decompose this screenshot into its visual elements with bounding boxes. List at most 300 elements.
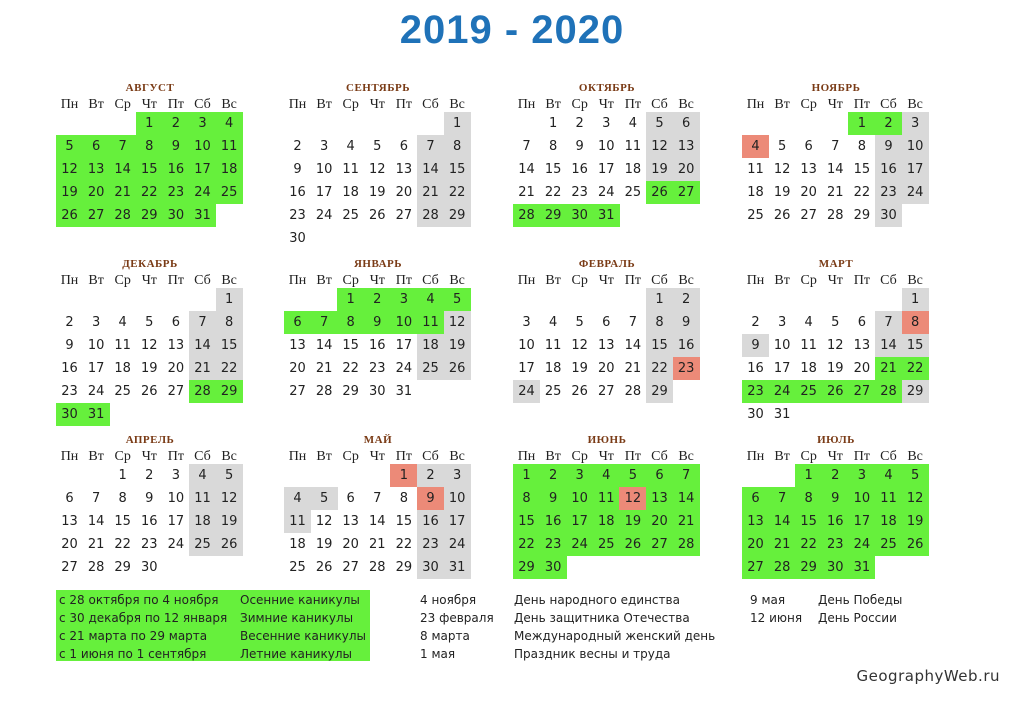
weekday-header: Ср <box>114 449 131 464</box>
day-cell: 13 <box>800 162 817 177</box>
day-cell: 19 <box>571 361 588 376</box>
month-name: ЯНВАРЬ <box>353 258 403 270</box>
day-cell: 28 <box>417 204 444 227</box>
day-cell: 2 <box>364 288 391 311</box>
day-cell: 15 <box>795 510 822 533</box>
day-cell: 21 <box>417 181 444 204</box>
weekday-header: Пн <box>746 449 765 464</box>
day-cell: 13 <box>83 158 110 181</box>
day-cell: 29 <box>902 380 929 403</box>
day-cell: 19 <box>315 537 333 552</box>
day-cell: 10 <box>902 135 929 158</box>
day-cell: 12 <box>773 162 791 177</box>
weekday-header: Чт <box>141 97 157 112</box>
day-cell: 3 <box>189 112 216 135</box>
day-cell: 24 <box>87 384 105 399</box>
day-cell: 23 <box>61 384 78 399</box>
day-cell: 29 <box>853 208 871 223</box>
day-cell: 12 <box>216 487 243 510</box>
weekday-header: Пн <box>517 273 536 288</box>
day-cell: 3 <box>848 464 875 487</box>
day-cell: 17 <box>773 361 791 376</box>
weekday-header: Вт <box>316 97 332 112</box>
day-cell: 10 <box>315 162 333 177</box>
day-cell: 22 <box>444 181 471 204</box>
day-cell: 1 <box>444 112 471 135</box>
day-cell: 7 <box>875 311 902 334</box>
day-cell: 30 <box>875 204 902 227</box>
day-cell: 15 <box>395 514 413 529</box>
weekday-header: Пт <box>853 273 870 288</box>
day-cell: 2 <box>875 112 902 135</box>
day-cell: 14 <box>518 162 535 177</box>
day-cell: 13 <box>646 487 673 510</box>
day-cell: 1 <box>646 288 673 311</box>
day-cell: 28 <box>109 204 136 227</box>
day-cell: 17 <box>167 514 185 529</box>
day-cell: 31 <box>848 556 875 579</box>
day-cell: 25 <box>624 185 642 200</box>
day-cell: 28 <box>827 208 844 223</box>
day-cell: 19 <box>902 510 929 533</box>
day-cell: 11 <box>624 139 642 154</box>
day-cell: 27 <box>83 204 110 227</box>
day-cell: 5 <box>216 464 243 487</box>
weekday-header: Вт <box>316 449 332 464</box>
weekday-header: Ср <box>800 273 817 288</box>
weekday-header: Вт <box>774 97 790 112</box>
day-cell: 1 <box>337 288 364 311</box>
day-cell: 29 <box>395 560 413 575</box>
day-cell: 28 <box>624 384 642 399</box>
day-cell: 16 <box>162 158 189 181</box>
day-cell: 10 <box>848 487 875 510</box>
weekday-header: Сб <box>422 273 439 288</box>
weekday-header: Пт <box>395 449 412 464</box>
day-cell: 18 <box>114 361 131 376</box>
day-cell: 26 <box>141 384 158 399</box>
day-cell: 15 <box>136 158 163 181</box>
day-cell: 2 <box>822 464 849 487</box>
day-cell: 1 <box>902 288 929 311</box>
day-cell: 12 <box>56 158 83 181</box>
day-cell: 7 <box>373 491 382 506</box>
day-cell: 25 <box>875 533 902 556</box>
holiday-date: 4 ноября <box>420 593 477 607</box>
day-cell: 19 <box>141 361 158 376</box>
weekday-header: Ср <box>571 449 588 464</box>
day-cell: 18 <box>417 334 444 357</box>
day-cell: 3 <box>91 315 101 330</box>
month-name: ДЕКАБРЬ <box>122 258 178 270</box>
day-cell: 19 <box>56 181 83 204</box>
weekday-header: Чт <box>598 449 614 464</box>
day-cell: 19 <box>444 334 471 357</box>
holiday-date: 12 июня <box>750 611 803 625</box>
vacation-period: с 28 октября по 4 ноября <box>59 593 219 607</box>
day-cell: 24 <box>848 533 875 556</box>
day-cell: 17 <box>598 162 615 177</box>
day-cell: 19 <box>369 185 386 200</box>
weekday-header: Чт <box>369 97 385 112</box>
day-cell: 10 <box>87 338 105 353</box>
day-cell: 23 <box>289 208 306 223</box>
day-cell: 26 <box>822 380 849 403</box>
day-cell: 16 <box>571 162 588 177</box>
day-cell: 6 <box>65 491 74 506</box>
holiday-name: День России <box>818 611 897 625</box>
day-cell: 8 <box>548 139 558 154</box>
day-cell: 8 <box>646 311 673 334</box>
holiday-name: День защитника Отечества <box>514 611 690 625</box>
weekday-header: Ср <box>342 273 359 288</box>
day-cell: 31 <box>395 384 413 399</box>
weekday-header: Вт <box>774 273 790 288</box>
day-cell: 17 <box>566 510 593 533</box>
day-cell: 14 <box>673 487 700 510</box>
day-cell: 7 <box>417 135 444 158</box>
day-cell: 10 <box>390 311 417 334</box>
day-cell: 26 <box>646 181 673 204</box>
day-cell: 11 <box>747 162 764 177</box>
day-cell: 30 <box>369 384 386 399</box>
holiday-name: День Победы <box>818 593 903 607</box>
day-cell: 11 <box>800 338 817 353</box>
day-cell: 6 <box>673 112 700 135</box>
day-cell: 27 <box>598 384 615 399</box>
day-cell: 1 <box>848 112 875 135</box>
vacation-period: с 21 марта по 29 марта <box>59 629 208 643</box>
day-cell: 9 <box>540 487 567 510</box>
day-cell: 2 <box>417 464 444 487</box>
day-cell: 16 <box>875 158 902 181</box>
vacation-name: Зимние каникулы <box>240 611 354 625</box>
day-cell: 11 <box>342 162 359 177</box>
weekday-header: Сб <box>651 273 668 288</box>
day-cell: 17 <box>395 338 413 353</box>
day-cell: 13 <box>598 338 615 353</box>
day-cell: 28 <box>369 560 386 575</box>
day-cell: 25 <box>342 208 359 223</box>
day-cell: 15 <box>853 162 871 177</box>
day-cell: 21 <box>875 357 902 380</box>
day-cell: 1 <box>513 464 540 487</box>
day-cell: 4 <box>548 315 558 330</box>
day-cell: 3 <box>319 139 329 154</box>
weekday-header: Ср <box>342 97 359 112</box>
day-cell: 26 <box>216 533 243 556</box>
month-name: АПРЕЛЬ <box>125 434 175 446</box>
weekday-header: Ср <box>571 273 588 288</box>
weekday-header: Пт <box>624 97 641 112</box>
day-cell: 6 <box>83 135 110 158</box>
weekday-header: Вс <box>449 97 465 112</box>
day-cell: 23 <box>162 181 189 204</box>
day-cell: 28 <box>875 380 902 403</box>
day-cell: 29 <box>136 204 163 227</box>
day-cell: 4 <box>346 139 355 154</box>
weekday-header: Пн <box>746 273 765 288</box>
day-cell: 22 <box>646 357 673 380</box>
day-cell: 27 <box>800 208 817 223</box>
day-cell: 8 <box>444 135 471 158</box>
day-cell: 19 <box>773 185 791 200</box>
day-cell: 25 <box>216 181 243 204</box>
day-cell: 20 <box>742 533 769 556</box>
day-cell: 20 <box>598 361 615 376</box>
weekday-header: Сб <box>194 273 211 288</box>
day-cell: 7 <box>673 464 700 487</box>
day-cell: 17 <box>189 158 216 181</box>
day-cell: 26 <box>773 208 791 223</box>
day-cell: 25 <box>289 560 306 575</box>
day-cell: 5 <box>619 464 646 487</box>
day-cell: 9 <box>673 311 700 334</box>
weekday-header: Чт <box>369 273 385 288</box>
weekday-header: Пт <box>167 449 184 464</box>
day-cell: 4 <box>628 116 638 131</box>
day-cell: 4 <box>284 487 311 510</box>
day-cell: 5 <box>444 288 471 311</box>
weekday-header: Чт <box>827 273 843 288</box>
day-cell: 26 <box>571 384 588 399</box>
day-cell: 16 <box>540 510 567 533</box>
weekday-header: Вс <box>907 97 923 112</box>
weekday-header: Пн <box>288 97 307 112</box>
day-cell: 21 <box>315 361 333 376</box>
day-cell: 9 <box>742 334 769 357</box>
day-cell: 3 <box>390 288 417 311</box>
day-cell: 28 <box>513 204 540 227</box>
day-cell: 18 <box>289 537 306 552</box>
day-cell: 1 <box>795 464 822 487</box>
day-cell: 4 <box>875 464 902 487</box>
day-cell: 17 <box>87 361 105 376</box>
day-cell: 21 <box>624 361 642 376</box>
weekday-header: Пн <box>517 97 536 112</box>
day-cell: 18 <box>747 185 764 200</box>
day-cell: 2 <box>673 288 700 311</box>
day-cell: 13 <box>61 514 78 529</box>
day-cell: 2 <box>540 464 567 487</box>
day-cell: 6 <box>857 315 867 330</box>
weekday-header: Вс <box>907 449 923 464</box>
day-cell: 14 <box>369 514 386 529</box>
day-cell: 14 <box>109 158 136 181</box>
day-cell: 21 <box>189 357 216 380</box>
day-cell: 29 <box>795 556 822 579</box>
day-cell: 11 <box>216 135 243 158</box>
day-cell: 16 <box>417 510 444 533</box>
day-cell: 5 <box>646 112 673 135</box>
weekday-header: Пт <box>853 449 870 464</box>
day-cell: 12 <box>444 311 471 334</box>
day-cell: 16 <box>369 338 386 353</box>
holiday-date: 1 мая <box>420 647 456 661</box>
day-cell: 7 <box>769 487 796 510</box>
day-cell: 29 <box>513 556 540 579</box>
day-cell: 15 <box>544 162 562 177</box>
day-cell: 23 <box>417 533 444 556</box>
day-cell: 12 <box>141 338 158 353</box>
day-cell: 12 <box>571 338 588 353</box>
day-cell: 7 <box>831 139 840 154</box>
holiday-name: День народного единства <box>514 593 680 607</box>
day-cell: 28 <box>769 556 796 579</box>
weekday-header: Пн <box>288 273 307 288</box>
day-cell: 21 <box>87 537 105 552</box>
weekday-header: Пн <box>517 449 536 464</box>
day-cell: 22 <box>216 357 243 380</box>
day-cell: 10 <box>167 491 185 506</box>
day-cell: 6 <box>346 491 355 506</box>
weekday-header: Вс <box>907 273 923 288</box>
day-cell: 1 <box>548 116 558 131</box>
day-cell: 24 <box>189 181 216 204</box>
day-cell: 8 <box>902 311 929 334</box>
day-cell: 16 <box>747 361 764 376</box>
day-cell: 8 <box>216 311 243 334</box>
weekday-header: Пт <box>624 449 641 464</box>
day-cell: 7 <box>109 135 136 158</box>
day-cell: 8 <box>136 135 163 158</box>
day-cell: 6 <box>804 139 813 154</box>
day-cell: 14 <box>87 514 105 529</box>
day-cell: 23 <box>141 537 158 552</box>
day-cell: 21 <box>673 510 700 533</box>
day-cell: 22 <box>544 185 562 200</box>
day-cell: 8 <box>337 311 364 334</box>
day-cell: 29 <box>646 380 673 403</box>
weekday-header: Пн <box>746 97 765 112</box>
day-cell: 17 <box>444 510 471 533</box>
day-cell: 20 <box>342 537 359 552</box>
month-name: ИЮНЬ <box>587 434 627 446</box>
day-cell: 2 <box>65 315 74 330</box>
holiday-name: Праздник весны и труда <box>514 647 671 661</box>
day-cell: 29 <box>216 380 243 403</box>
day-cell: 29 <box>342 384 359 399</box>
day-cell: 27 <box>742 556 769 579</box>
day-cell: 31 <box>593 204 620 227</box>
day-cell: 9 <box>822 487 849 510</box>
weekday-header: Сб <box>651 97 668 112</box>
day-cell: 17 <box>902 158 929 181</box>
weekday-header: Пт <box>395 97 412 112</box>
day-cell: 25 <box>593 533 620 556</box>
day-cell: 18 <box>216 158 243 181</box>
weekday-header: Сб <box>880 97 897 112</box>
weekday-header: Сб <box>422 449 439 464</box>
day-cell: 10 <box>566 487 593 510</box>
day-cell: 28 <box>315 384 333 399</box>
day-cell: 14 <box>189 334 216 357</box>
day-cell: 11 <box>875 487 902 510</box>
weekday-header: Вт <box>545 449 561 464</box>
day-cell: 12 <box>827 338 844 353</box>
weekday-header: Вт <box>545 273 561 288</box>
day-cell: 20 <box>83 181 110 204</box>
day-cell: 22 <box>795 533 822 556</box>
day-cell: 27 <box>646 533 673 556</box>
day-cell: 24 <box>395 361 413 376</box>
day-cell: 6 <box>742 487 769 510</box>
day-cell: 25 <box>795 380 822 403</box>
weekday-header: Чт <box>827 97 843 112</box>
weekday-header: Пт <box>167 273 184 288</box>
weekday-header: Вт <box>316 273 332 288</box>
day-cell: 8 <box>795 487 822 510</box>
weekday-header: Чт <box>141 273 157 288</box>
day-cell: 26 <box>369 208 386 223</box>
day-cell: 13 <box>742 510 769 533</box>
day-cell: 16 <box>61 361 78 376</box>
weekday-header: Сб <box>880 273 897 288</box>
day-cell: 16 <box>673 334 700 357</box>
day-cell: 9 <box>293 162 302 177</box>
day-cell: 3 <box>444 464 471 487</box>
day-cell: 24 <box>566 533 593 556</box>
weekday-header: Ср <box>114 97 131 112</box>
day-cell: 28 <box>673 533 700 556</box>
day-cell: 18 <box>189 510 216 533</box>
day-cell: 21 <box>109 181 136 204</box>
day-cell: 30 <box>417 556 444 579</box>
day-cell: 21 <box>369 537 386 552</box>
day-cell: 27 <box>673 181 700 204</box>
day-cell: 18 <box>593 510 620 533</box>
day-cell: 5 <box>56 135 83 158</box>
day-cell: 15 <box>114 514 131 529</box>
day-cell: 22 <box>853 185 871 200</box>
day-cell: 31 <box>444 556 471 579</box>
day-cell: 22 <box>136 181 163 204</box>
day-cell: 24 <box>513 380 540 403</box>
day-cell: 10 <box>189 135 216 158</box>
day-cell: 25 <box>417 357 444 380</box>
day-cell: 15 <box>444 158 471 181</box>
month-name: НОЯБРЬ <box>811 82 861 94</box>
day-cell: 2 <box>575 116 584 131</box>
day-cell: 24 <box>902 181 929 204</box>
day-cell: 26 <box>619 533 646 556</box>
site-watermark: GeographyWeb.ru <box>856 667 1000 685</box>
day-cell: 10 <box>598 139 615 154</box>
day-cell: 30 <box>141 560 158 575</box>
day-cell: 4 <box>742 135 769 158</box>
day-cell: 8 <box>513 487 540 510</box>
weekday-header: Сб <box>651 449 668 464</box>
day-cell: 4 <box>189 464 216 487</box>
day-cell: 20 <box>800 185 817 200</box>
day-cell: 26 <box>315 560 333 575</box>
day-cell: 27 <box>61 560 78 575</box>
month-name: МАЙ <box>363 434 393 446</box>
day-cell: 9 <box>65 338 74 353</box>
day-cell: 14 <box>417 158 444 181</box>
weekday-header: Вт <box>88 97 104 112</box>
day-cell: 20 <box>853 361 871 376</box>
weekday-header: Вс <box>221 97 237 112</box>
day-cell: 22 <box>513 533 540 556</box>
day-cell: 5 <box>777 139 787 154</box>
day-cell: 4 <box>417 288 444 311</box>
weekday-header: Пт <box>395 273 412 288</box>
weekday-header: Ср <box>800 449 817 464</box>
day-cell: 11 <box>114 338 131 353</box>
weekday-header: Пт <box>624 273 641 288</box>
day-cell: 15 <box>216 334 243 357</box>
